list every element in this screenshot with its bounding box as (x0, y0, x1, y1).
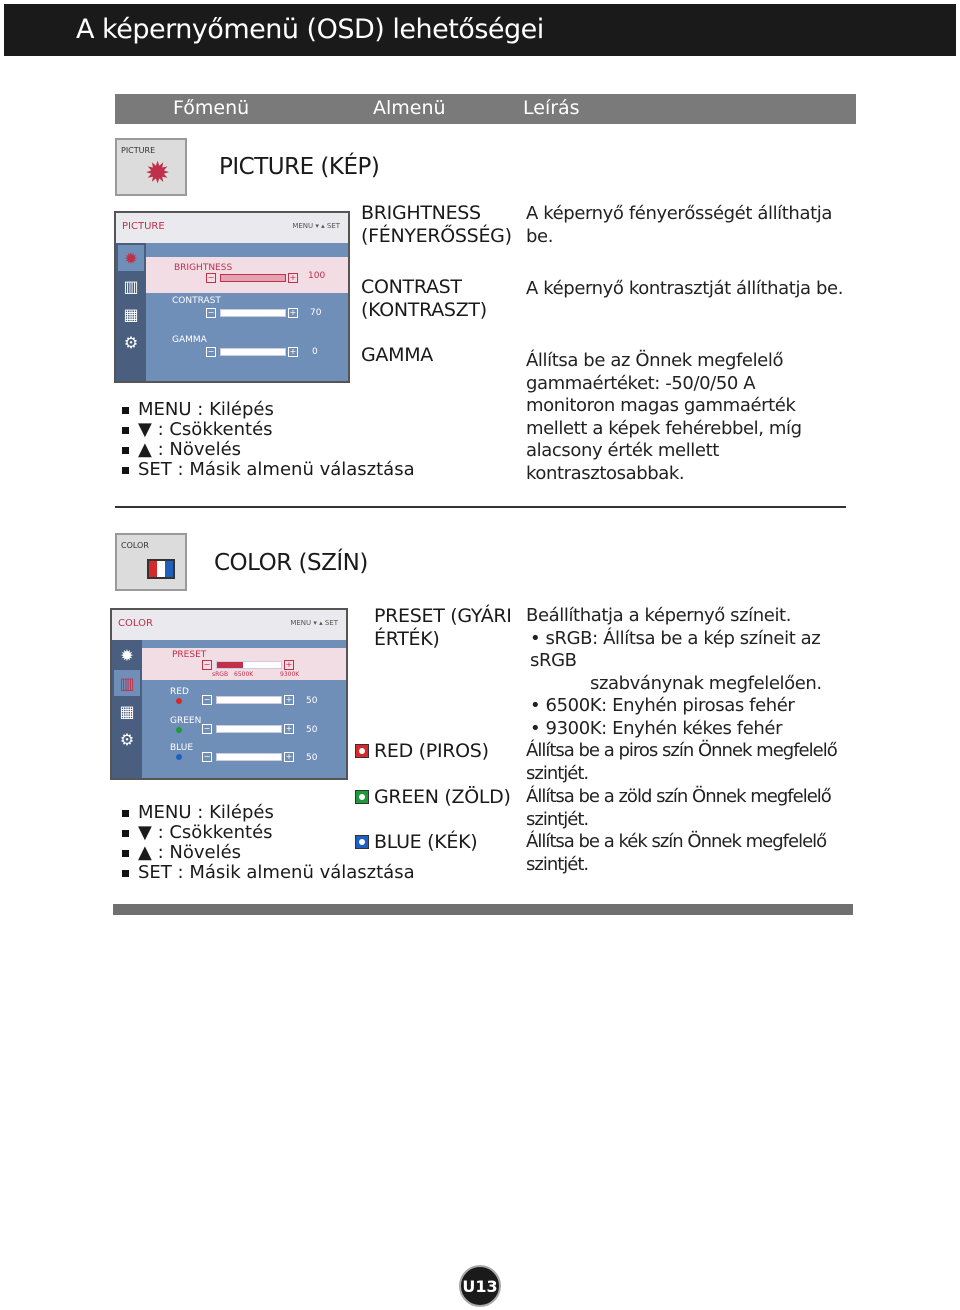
up-arrow-icon: ▲ (138, 439, 152, 460)
picture-menu-icon: PICTURE ✹ (115, 138, 187, 196)
color-osd-screenshot: COLOR MENU ▾ ▴ SET ✹ ▥ ▦ ⚙ PRESET − + sRGB 6500K 9300K RED − + 50 GREEN − + 50 BLUE − + 50 (110, 608, 348, 780)
page-number-badge: U13 (459, 1265, 501, 1307)
header-main: Főmenü (173, 97, 250, 119)
picture-key-legend (122, 400, 415, 480)
gamma-slider (220, 348, 286, 356)
setup-gear-icon: ⚙ (123, 332, 139, 352)
picture-osd-screenshot: PICTURE MENU ▾ ▴ SET ✹ ▥ ▦ ⚙ BRIGHTNESS 100 − + CONTRAST − + 70 GAMMA − + 0 (114, 211, 350, 383)
sun-icon: ✹ (145, 156, 171, 191)
legend-item: SET : Másik almenü választása (122, 863, 415, 883)
contrast-slider (220, 309, 286, 317)
sun-icon: ✹ (118, 245, 144, 271)
gamma-desc: Állítsa be az Önnek megfelelő gammaértéket: -50/0/50 A monitoron magas gammaérték mellett a képek fehérebbel, míg alacsony érték mellett kontrasztosabbak. (526, 350, 802, 484)
legend-item: MENU : Kilépés (122, 803, 415, 823)
color-bars-icon: ▥ (114, 670, 140, 696)
picture-section-title: PICTURE (KÉP) (219, 154, 380, 180)
green-swatch-icon (355, 790, 369, 804)
red-desc: Állítsa be a piros szín Önnek megfelelő szintjét. (526, 740, 837, 784)
preset-desc: Beállíthatja a képernyő színeit. • sRGB: Állítsa be a kép színeit az sRGB szabványnak megfelelően. • 6500K: Enyhén pirosas fehér • 9300K: Enyhén kékes fehér (526, 605, 822, 739)
contrast-desc: A képernyő kontrasztját állíthatja be. (526, 278, 844, 299)
tracking-icon: ▦ (119, 701, 135, 721)
legend-item: ▼ : Csökkentés (122, 420, 415, 440)
color-menu-icon: COLOR (115, 533, 187, 591)
section-divider (115, 506, 846, 508)
setup-gear-icon: ⚙ (119, 729, 135, 749)
color-key-legend (122, 803, 415, 883)
contrast-item: CONTRAST (KONTRASZT) (361, 276, 487, 321)
legend-item: ▲ : Növelés (122, 843, 415, 863)
header-sub: Almenü (373, 97, 446, 119)
up-arrow-icon: ▲ (138, 842, 152, 863)
header-desc: Leírás (523, 97, 580, 119)
brightness-desc: A képernyő fényerősségét állíthatja be. (526, 203, 832, 247)
color-bars-icon: ▥ (123, 276, 139, 296)
color-bars-icon (147, 559, 175, 579)
down-arrow-icon: ▼ (138, 822, 152, 843)
sun-icon: ✹ (120, 645, 134, 665)
legend-item: SET : Másik almenü választása (122, 460, 415, 480)
blue-dot-icon (176, 754, 182, 760)
preset-slider (216, 661, 282, 669)
blue-slider (216, 753, 282, 761)
red-swatch-icon (355, 744, 369, 758)
brightness-item: BRIGHTNESS (FÉNYERŐSSÉG) (361, 202, 512, 247)
red-slider (216, 696, 282, 704)
tracking-icon: ▦ (123, 304, 139, 324)
green-slider (216, 725, 282, 733)
legend-item: ▼ : Csökkentés (122, 823, 415, 843)
legend-item: MENU : Kilépés (122, 400, 415, 420)
red-item: RED (PIROS) (374, 740, 489, 762)
blue-desc: Állítsa be a kék szín Önnek megfelelő szintjét. (526, 831, 827, 875)
green-dot-icon (176, 727, 182, 733)
page-title: A képernyőmenü (OSD) lehetőségei (76, 14, 544, 45)
gamma-item: GAMMA (361, 344, 434, 366)
green-item: GREEN (ZÖLD) (374, 786, 511, 808)
column-header (115, 94, 856, 124)
bottom-divider-bar (113, 904, 853, 915)
red-dot-icon (176, 698, 182, 704)
green-desc: Állítsa be a zöld szín Önnek megfelelő szintjét. (526, 786, 831, 830)
color-section-title: COLOR (SZÍN) (214, 550, 368, 576)
preset-item: PRESET (GYÁRI ÉRTÉK) (374, 605, 512, 650)
brightness-slider (220, 274, 286, 282)
legend-item: ▲ : Növelés (122, 440, 415, 460)
down-arrow-icon: ▼ (138, 419, 152, 440)
title-bar (4, 4, 956, 56)
blue-item: BLUE (KÉK) (374, 831, 478, 853)
